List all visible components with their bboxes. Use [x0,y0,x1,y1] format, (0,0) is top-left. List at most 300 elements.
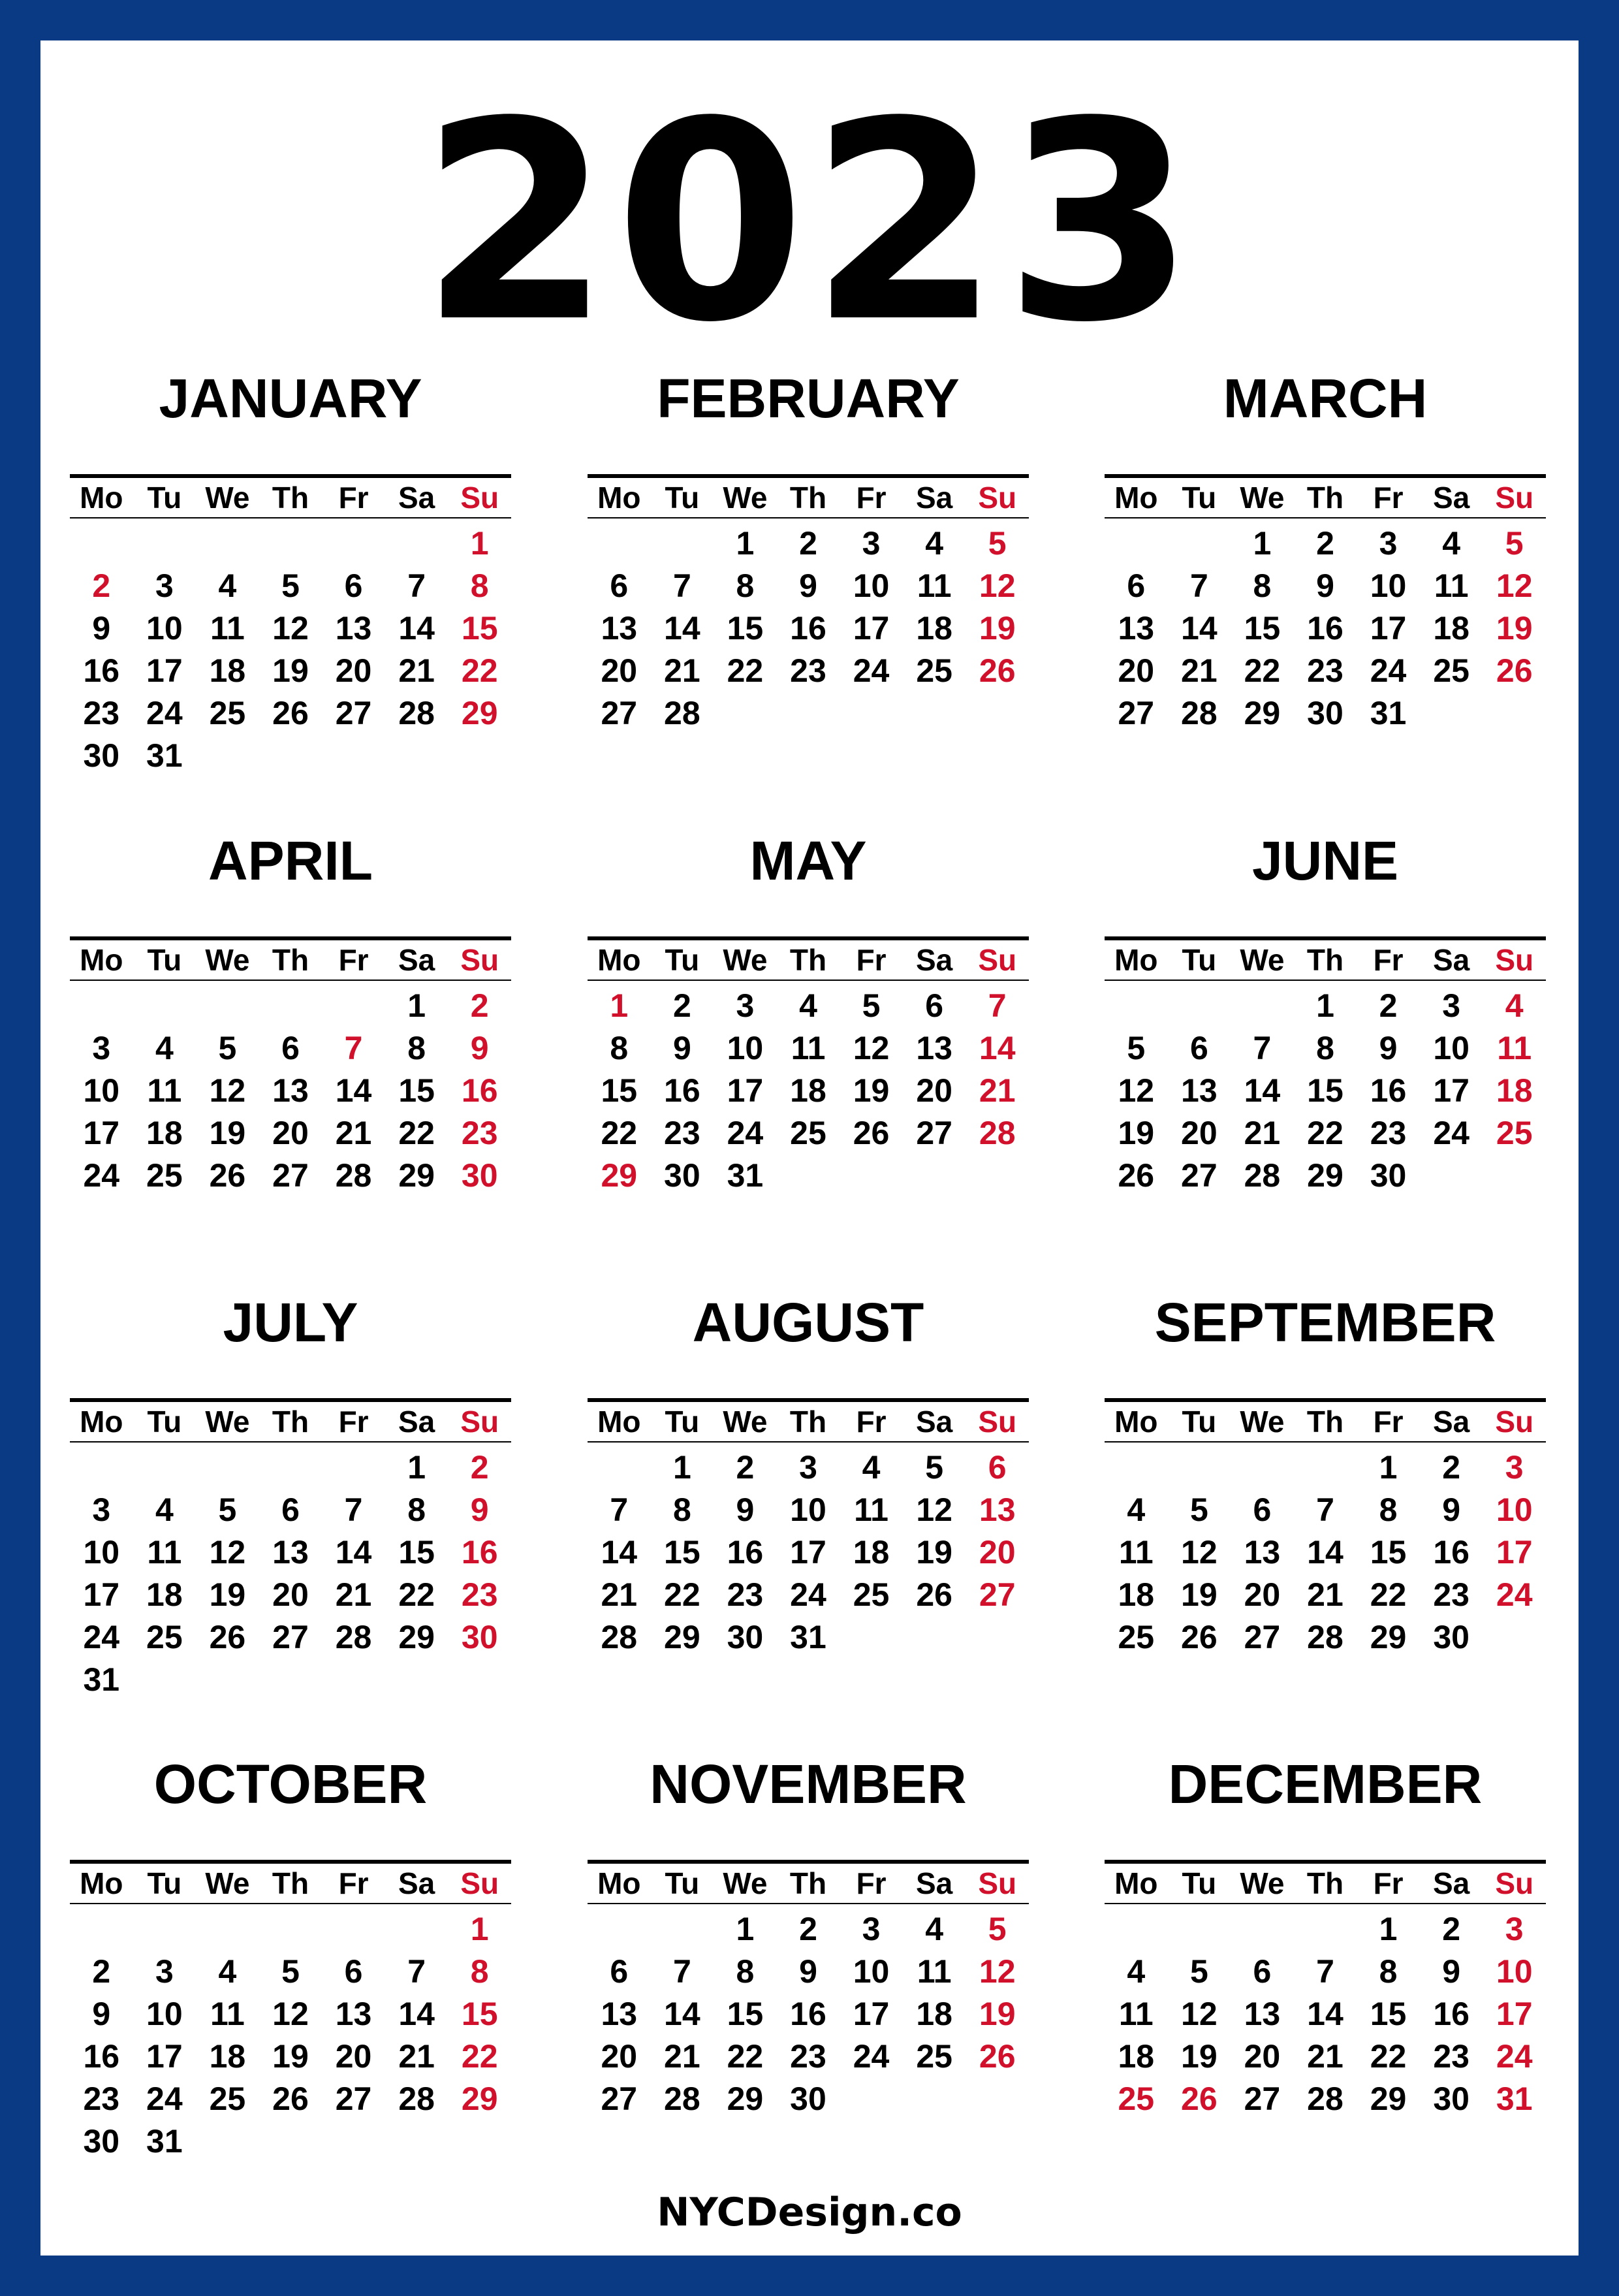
day-cell-holiday: 3 [1505,1911,1524,1947]
day-cell: 22 [727,2038,764,2075]
day-cell: 28 [601,1619,638,1655]
days-grid [1105,1446,1546,1659]
day-cell: 6 [344,1953,363,1990]
day-cell: 16 [83,652,120,689]
empty-cell [385,522,448,565]
month-title: SEPTEMBER [1154,1292,1496,1353]
day-cell: 19 [272,652,309,689]
days-grid [588,1446,1029,1659]
day-cell: 8 [1316,1030,1334,1066]
day-cell: 26 [853,1115,890,1151]
day-cell: 30 [83,737,120,774]
weekday-label: We [205,1866,250,1900]
day-cell: 9 [1442,1491,1461,1528]
empty-cell [322,1908,385,1951]
weekday-label: Th [789,943,827,977]
empty-cell [259,522,322,565]
day-cell: 23 [1433,1576,1470,1613]
weekday-label: Mo [1114,1866,1158,1900]
empty-cell [651,522,714,565]
empty-cell [588,1908,651,1951]
day-cell: 15 [601,1072,638,1109]
day-cell: 7 [407,567,426,604]
day-cell-holiday: 2 [92,567,111,604]
day-cell: 10 [1433,1030,1470,1066]
day-cell: 7 [407,1953,426,1990]
empty-cell [1105,1908,1168,1951]
day-cell: 6 [344,567,363,604]
day-cell: 15 [1370,1534,1407,1571]
day-cell: 24 [83,1157,120,1194]
day-cell: 28 [335,1619,372,1655]
day-cell: 4 [925,1911,944,1947]
day-cell: 7 [1316,1491,1334,1528]
day-cell: 13 [335,1996,372,2032]
day-cell: 27 [601,695,638,731]
empty-cell [196,985,259,1027]
day-cell: 14 [1307,1996,1344,2032]
weekday-label: Tu [1182,943,1217,977]
empty-cell [322,1446,385,1489]
month-december [1105,1753,1546,2120]
divider [70,1903,511,1904]
divider [1105,1903,1546,1904]
day-cell: 7 [1316,1953,1334,1990]
day-cell: 8 [407,1491,426,1528]
day-cell: 6 [1127,567,1146,604]
weekday-label: Mo [80,943,123,977]
day-cell: 5 [218,1030,237,1066]
day-cell: 26 [272,2081,309,2117]
day-cell: 9 [1316,567,1334,604]
day-cell: 7 [672,1953,691,1990]
days-grid [588,522,1029,735]
day-cell: 29 [1370,1619,1407,1655]
weekday-label: We [205,943,250,977]
day-cell: 28 [398,2081,435,2117]
weekday-label: Fr [1373,481,1404,515]
day-cell: 29 [1307,1157,1344,1194]
weekday-header [588,1402,1029,1441]
month-april [70,829,511,1197]
day-cell-holiday: 26 [979,2038,1016,2075]
weekday-label: Fr [338,943,369,977]
weekday-label: Fr [856,1866,887,1900]
day-cell: 2 [1442,1911,1461,1947]
weekday-label: Tu [147,481,182,515]
day-cell: 7 [672,567,691,604]
weekday-label: Th [272,943,309,977]
weekday-label: Sa [1433,1405,1470,1439]
month-title: MAY [749,830,867,891]
day-cell: 1 [672,1449,691,1486]
day-cell: 20 [1244,1576,1281,1613]
day-cell: 30 [83,2123,120,2160]
days-grid [70,985,511,1197]
day-cell: 22 [601,1115,638,1151]
day-cell: 6 [1253,1491,1272,1528]
day-cell: 28 [1307,1619,1344,1655]
weekday-label: Tu [665,1866,700,1900]
day-cell: 15 [1370,1996,1407,2032]
weekday-header [70,478,511,517]
day-cell-holiday: 12 [979,567,1016,604]
day-cell: 12 [1118,1072,1155,1109]
day-cell: 7 [344,1491,363,1528]
day-cell: 24 [1370,652,1407,689]
day-cell-holiday: 9 [470,1030,489,1066]
day-cell: 6 [1189,1030,1208,1066]
empty-cell [1105,1446,1168,1489]
day-cell: 9 [1442,1953,1461,1990]
month-february [588,367,1029,735]
day-cell: 11 [1434,567,1469,604]
day-cell: 3 [92,1491,111,1528]
day-cell: 6 [281,1491,300,1528]
day-cell-holiday: 31 [1496,2081,1533,2117]
day-cell: 24 [853,652,890,689]
day-cell: 19 [916,1534,952,1571]
empty-cell [1105,522,1168,565]
day-cell: 29 [1370,2081,1407,2117]
weekday-header [70,940,511,980]
weekday-label: Fr [1373,943,1404,977]
weekday-label: Tu [1182,1866,1217,1900]
day-cell: 13 [1118,610,1155,646]
day-cell: 22 [1370,1576,1407,1613]
day-cell: 7 [610,1491,629,1528]
day-cell: 19 [209,1115,246,1151]
day-cell: 21 [335,1576,372,1613]
day-cell: 3 [862,525,881,562]
days-grid [70,1908,511,2163]
day-cell: 26 [916,1576,952,1613]
day-cell: 9 [92,610,111,646]
weekday-label: Th [1306,1405,1344,1439]
weekday-label: Su [460,1866,499,1900]
empty-cell [588,1446,651,1489]
day-cell: 23 [83,695,120,731]
day-cell: 14 [335,1534,372,1571]
day-cell: 27 [335,695,372,731]
day-cell: 13 [601,1996,638,2032]
day-cell: 1 [407,1449,426,1486]
days-grid [1105,1908,1546,2120]
month-september [1105,1291,1546,1659]
day-cell: 7 [1189,567,1208,604]
empty-cell [651,1908,714,1951]
weekday-label: Sa [398,1405,435,1439]
weekday-header [1105,1402,1546,1441]
day-cell: 4 [925,525,944,562]
day-cell: 28 [398,695,435,731]
days-grid [588,1908,1029,2120]
day-cell: 20 [1244,2038,1281,2075]
day-cell: 15 [1307,1072,1344,1109]
day-cell: 19 [1181,1576,1218,1613]
day-cell: 29 [727,2081,764,2117]
month-august [588,1291,1029,1659]
day-cell: 4 [1442,525,1461,562]
month-october [70,1753,511,2163]
day-cell-holiday: 23 [461,1115,498,1151]
weekday-label: Mo [597,1866,641,1900]
empty-cell [133,1446,196,1489]
day-cell: 5 [925,1449,944,1486]
weekday-label: Sa [916,481,953,515]
day-cell: 25 [146,1619,183,1655]
day-cell: 19 [853,1072,890,1109]
divider [1105,517,1546,518]
day-cell: 4 [862,1449,881,1486]
weekday-header [70,1402,511,1441]
day-cell-holiday: 5 [988,1911,1007,1947]
day-cell: 23 [1370,1115,1407,1151]
day-cell-holiday: 3 [1505,1449,1524,1486]
day-cell: 21 [335,1115,372,1151]
weekday-label: Th [1306,943,1344,977]
month-january [70,367,511,777]
days-grid [70,1446,511,1701]
month-may [588,829,1029,1197]
month-title: OCTOBER [153,1753,428,1815]
month-title: JANUARY [159,368,422,429]
weekday-label: Sa [916,1866,953,1900]
empty-cell [133,1908,196,1951]
day-cell-holiday: 17 [1496,1534,1533,1571]
day-cell: 5 [281,567,300,604]
day-cell: 16 [1433,1996,1470,2032]
empty-cell [1168,985,1231,1027]
day-cell-holiday: 7 [988,987,1007,1024]
day-cell: 13 [1181,1072,1218,1109]
day-cell: 4 [1127,1953,1146,1990]
day-cell-holiday: 26 [979,652,1016,689]
weekday-label: Tu [665,481,700,515]
day-cell: 27 [1244,2081,1281,2117]
day-cell: 2 [799,525,817,562]
weekday-label: Tu [1182,481,1217,515]
day-cell: 1 [736,525,755,562]
day-cell: 2 [736,1449,755,1486]
day-cell: 10 [146,1996,183,2032]
day-cell: 17 [83,1576,120,1613]
weekday-label: Su [978,1866,1017,1900]
day-cell: 13 [916,1030,952,1066]
day-cell: 18 [209,652,246,689]
day-cell-holiday: 25 [1496,1115,1533,1151]
day-cell: 21 [1181,652,1218,689]
day-cell: 17 [1370,610,1407,646]
weekday-label: Tu [665,1405,700,1439]
day-cell: 18 [209,2038,246,2075]
empty-cell [1168,522,1231,565]
day-cell: 6 [610,1953,629,1990]
day-cell: 10 [853,567,890,604]
day-cell: 14 [1244,1072,1281,1109]
day-cell-holiday: 26 [1496,652,1533,689]
day-cell: 21 [601,1576,638,1613]
day-cell: 16 [790,1996,826,2032]
day-cell-holiday: 17 [1496,1996,1533,2032]
day-cell: 18 [1433,610,1470,646]
day-cell: 12 [272,1996,309,2032]
day-cell: 15 [398,1072,435,1109]
month-title: DECEMBER [1168,1753,1483,1815]
weekday-label: We [1240,1866,1285,1900]
day-cell: 8 [1379,1953,1398,1990]
day-cell: 13 [335,610,372,646]
day-cell: 3 [1442,987,1461,1024]
divider [588,1903,1029,1904]
divider [1105,980,1546,981]
divider [588,517,1029,518]
day-cell-holiday: 15 [461,610,498,646]
weekday-label: Sa [916,1405,953,1439]
day-cell: 26 [209,1157,246,1194]
day-cell-holiday: 21 [979,1072,1016,1109]
day-cell: 31 [790,1619,826,1655]
day-cell: 26 [272,695,309,731]
weekday-label: Sa [398,1866,435,1900]
day-cell-holiday: 12 [1496,567,1533,604]
day-cell: 25 [209,2081,246,2117]
day-cell-holiday: 12 [979,1953,1016,1990]
weekday-label: Sa [398,943,435,977]
day-cell: 31 [83,1661,120,1698]
weekday-header [1105,478,1546,517]
weekday-label: Th [1306,1866,1344,1900]
day-cell: 20 [272,1115,309,1151]
days-grid [70,522,511,777]
empty-cell [196,1908,259,1951]
day-cell-holiday: 9 [470,1491,489,1528]
day-cell: 14 [335,1072,372,1109]
day-cell: 30 [664,1157,700,1194]
month-title: MARCH [1223,368,1428,429]
day-cell: 25 [1118,1619,1155,1655]
weekday-label: Fr [856,1405,887,1439]
day-cell: 12 [853,1030,890,1066]
day-cell: 29 [1244,695,1281,731]
divider [70,980,511,981]
day-cell-holiday: 6 [988,1449,1007,1486]
day-cell: 5 [281,1953,300,1990]
day-cell: 28 [1181,695,1218,731]
day-cell-holiday: 23 [461,1576,498,1613]
day-cell: 31 [1370,695,1407,731]
divider [70,517,511,518]
day-cell: 27 [1181,1157,1218,1194]
weekday-label: Mo [80,1866,123,1900]
weekday-label: Tu [665,943,700,977]
weekday-label: Fr [1373,1405,1404,1439]
day-cell: 22 [1307,1115,1344,1151]
divider [588,980,1029,981]
weekday-label: Tu [147,1405,182,1439]
day-cell: 23 [664,1115,700,1151]
day-cell: 29 [398,1157,435,1194]
day-cell: 17 [790,1534,826,1571]
day-cell: 17 [853,610,890,646]
weekday-label: Mo [1114,1405,1158,1439]
day-cell: 18 [853,1534,890,1571]
weekday-label: Mo [597,1405,641,1439]
empty-cell [385,1908,448,1951]
weekday-label: Tu [1182,1405,1217,1439]
day-cell: 17 [83,1115,120,1151]
day-cell: 24 [83,1619,120,1655]
day-cell: 31 [727,1157,764,1194]
day-cell: 14 [664,610,700,646]
day-cell: 20 [1118,652,1155,689]
day-cell: 23 [790,2038,826,2075]
day-cell: 20 [335,2038,372,2075]
day-cell: 13 [1244,1996,1281,2032]
day-cell: 5 [1127,1030,1146,1066]
day-cell: 10 [1370,567,1407,604]
day-cell: 9 [799,567,817,604]
empty-cell [1231,1446,1294,1489]
weekday-label: Su [978,1405,1017,1439]
month-title: APRIL [208,830,373,891]
weekday-label: We [1240,943,1285,977]
day-cell: 25 [146,1157,183,1194]
day-cell: 11 [791,1030,826,1066]
day-cell: 19 [272,2038,309,2075]
day-cell-holiday: 22 [461,2038,498,2075]
day-cell: 25 [1433,652,1470,689]
day-cell-holiday: 18 [1496,1072,1533,1109]
weekday-label: We [1240,481,1285,515]
day-cell: 3 [155,1953,174,1990]
day-cell: 9 [672,1030,691,1066]
day-cell: 1 [1379,1911,1398,1947]
day-cell: 24 [853,2038,890,2075]
empty-cell [259,1908,322,1951]
month-title: JUNE [1251,830,1399,891]
day-cell: 23 [1307,652,1344,689]
day-cell-holiday: 10 [1496,1953,1533,1990]
day-cell-holiday: 24 [1496,2038,1533,2075]
empty-cell [133,522,196,565]
day-cell: 11 [854,1491,888,1528]
day-cell: 25 [916,2038,952,2075]
day-cell: 29 [664,1619,700,1655]
day-cell: 4 [218,567,237,604]
empty-cell [1105,985,1168,1027]
day-cell: 10 [790,1491,826,1528]
day-cell: 6 [610,567,629,604]
divider [1105,1441,1546,1443]
day-cell-holiday: 13 [979,1491,1016,1528]
day-cell: 30 [1370,1157,1407,1194]
empty-cell [1168,1908,1231,1951]
day-cell: 13 [601,610,638,646]
day-cell: 8 [672,1491,691,1528]
day-cell: 3 [92,1030,111,1066]
day-cell: 9 [1379,1030,1398,1066]
day-cell: 4 [218,1953,237,1990]
day-cell: 2 [799,1911,817,1947]
day-cell: 22 [398,1115,435,1151]
weekday-label: Fr [1373,1866,1404,1900]
day-cell: 19 [1181,2038,1218,2075]
weekday-label: Su [978,943,1017,977]
day-cell: 16 [664,1072,700,1109]
day-cell: 17 [1433,1072,1470,1109]
divider [588,1441,1029,1443]
